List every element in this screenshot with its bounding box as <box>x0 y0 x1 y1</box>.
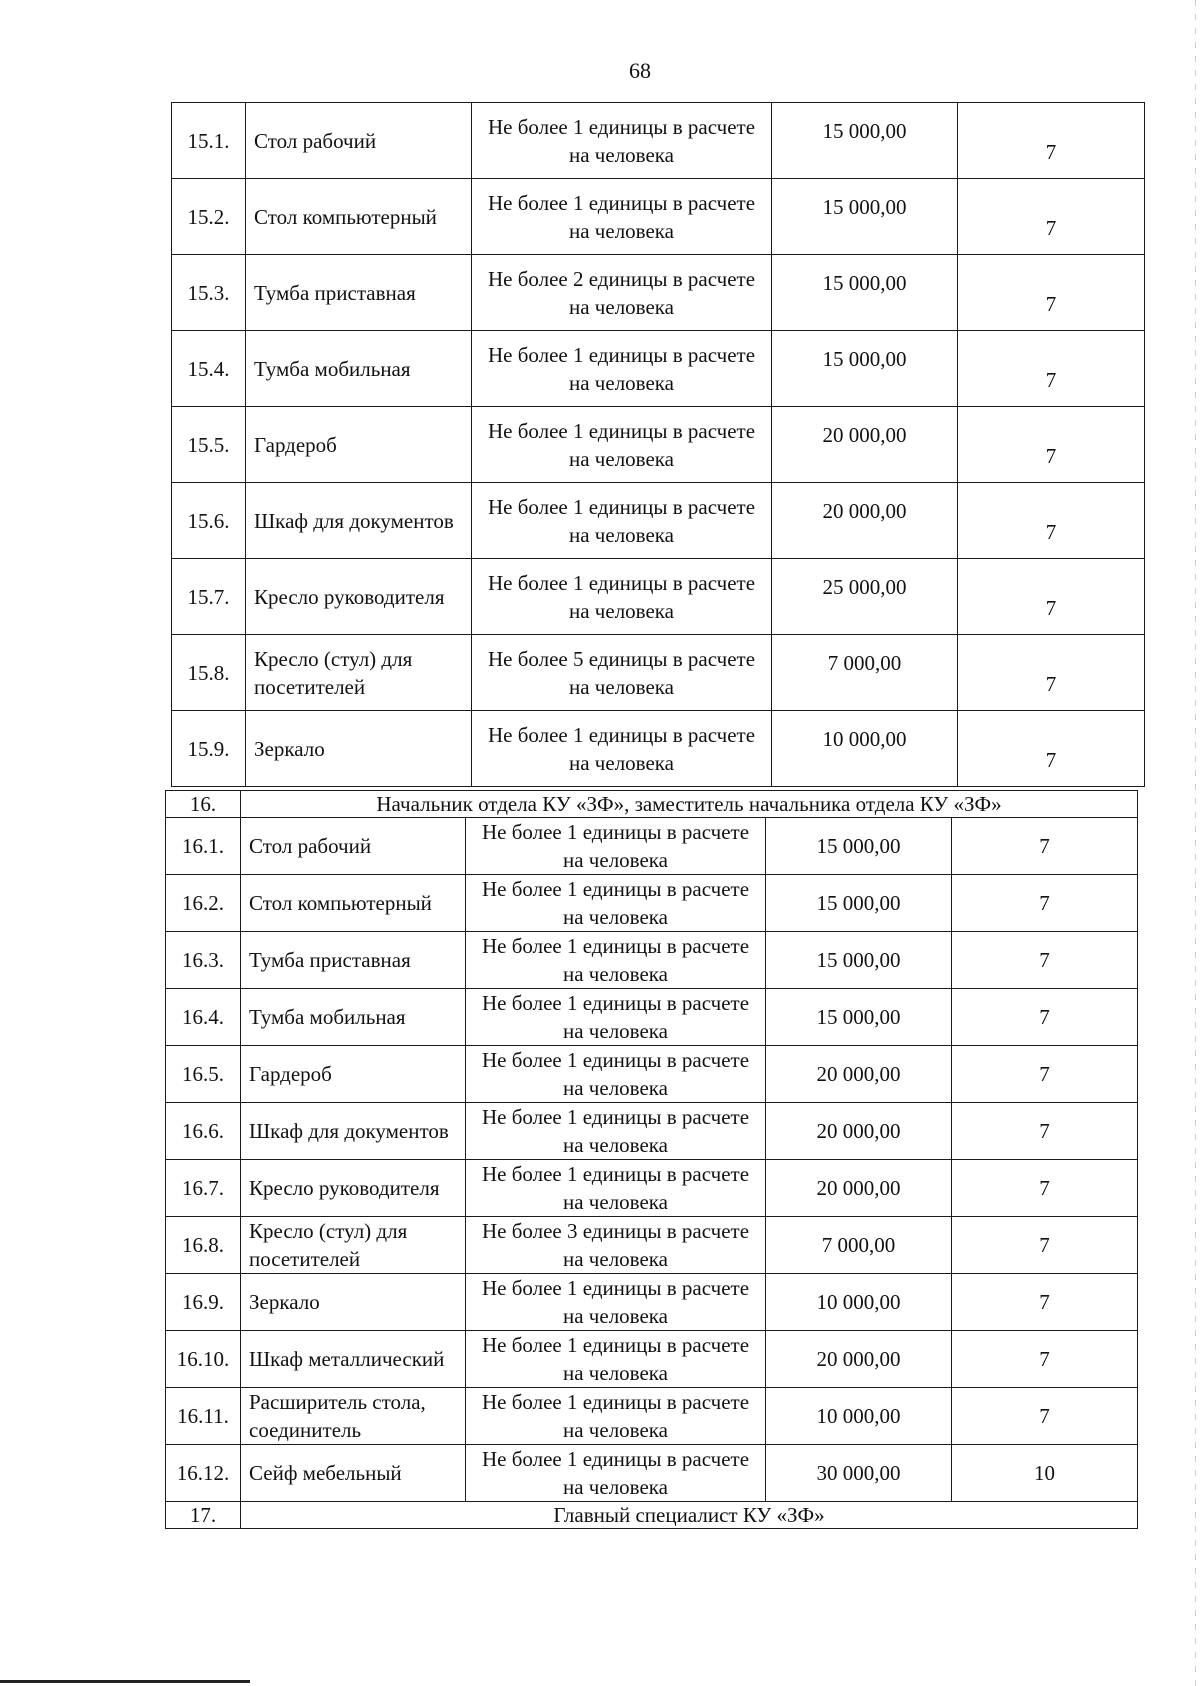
table-row <box>172 559 1145 635</box>
table-row <box>172 407 1145 483</box>
price-limit: 15 000,00 <box>772 103 958 179</box>
table-row <box>172 711 1145 787</box>
quantity-norm: Не более 1 единицы в расчете на человека <box>472 711 772 787</box>
table-row <box>172 483 1145 559</box>
quantity-norm: Не более 1 единицы в расчете на человека <box>472 483 772 559</box>
price-limit: 25 000,00 <box>772 559 958 635</box>
table-row <box>166 1274 1138 1331</box>
item-name: Гардероб <box>241 1046 466 1103</box>
row-number: 16.4. <box>166 989 241 1046</box>
item-name: Гардероб <box>246 407 472 483</box>
quantity-norm: Не более 2 единицы в расчете на человека <box>472 255 772 331</box>
service-life: 7 <box>958 103 1145 179</box>
row-number: 16.1. <box>166 818 241 875</box>
price-limit: 30 000,00 <box>766 1445 952 1502</box>
service-life: 7 <box>958 407 1145 483</box>
table-row <box>166 989 1138 1046</box>
row-number: 15.3. <box>172 255 246 331</box>
item-name: Тумба мобильная <box>246 331 472 407</box>
service-life: 7 <box>958 255 1145 331</box>
row-number: 15.5. <box>172 407 246 483</box>
row-number: 15.1. <box>172 103 246 179</box>
quantity-norm: Не более 1 единицы в расчете на человека <box>466 875 766 932</box>
row-number: 16.7. <box>166 1160 241 1217</box>
table-row <box>166 818 1138 875</box>
service-life: 7 <box>958 483 1145 559</box>
service-life: 7 <box>958 331 1145 407</box>
service-life: 7 <box>958 635 1145 711</box>
service-life: 7 <box>952 1388 1138 1445</box>
quantity-norm: Не более 5 единицы в расчете на человека <box>472 635 772 711</box>
section-title: Главный специалист КУ «ЗФ» <box>241 1502 1138 1529</box>
scan-edge <box>1195 0 1196 1686</box>
row-number: 16.3. <box>166 932 241 989</box>
table-row <box>166 1445 1138 1502</box>
table-row <box>166 875 1138 932</box>
row-number: 16.2. <box>166 875 241 932</box>
service-life: 7 <box>952 1331 1138 1388</box>
row-number: 15.8. <box>172 635 246 711</box>
quantity-norm: Не более 1 единицы в расчете на человека <box>466 1046 766 1103</box>
quantity-norm: Не более 1 единицы в расчете на человека <box>466 932 766 989</box>
table-row <box>166 1046 1138 1103</box>
quantity-norm: Не более 1 единицы в расчете на человека <box>472 103 772 179</box>
quantity-norm: Не более 1 единицы в расчете на человека <box>466 1274 766 1331</box>
table-row <box>166 1217 1138 1274</box>
table-row <box>172 331 1145 407</box>
service-life: 7 <box>952 1046 1138 1103</box>
quantity-norm: Не более 1 единицы в расчете на человека <box>472 179 772 255</box>
item-name: Шкаф металлический <box>241 1331 466 1388</box>
service-life: 7 <box>952 875 1138 932</box>
section-header-row <box>166 791 1138 818</box>
page-number: 68 <box>629 58 651 83</box>
price-limit: 10 000,00 <box>766 1274 952 1331</box>
service-life: 7 <box>952 1274 1138 1331</box>
quantity-norm: Не более 1 единицы в расчете на человека <box>466 1331 766 1388</box>
price-limit: 20 000,00 <box>766 1160 952 1217</box>
service-life: 7 <box>958 559 1145 635</box>
table-row <box>172 103 1145 179</box>
row-number: 16.5. <box>166 1046 241 1103</box>
service-life: 7 <box>952 989 1138 1046</box>
quantity-norm: Не более 1 единицы в расчете на человека <box>466 818 766 875</box>
price-limit: 20 000,00 <box>766 1046 952 1103</box>
price-limit: 20 000,00 <box>772 407 958 483</box>
table-row <box>166 1160 1138 1217</box>
furniture-norms-table-section-16-17 <box>165 790 1138 1529</box>
row-number: 16.8. <box>166 1217 241 1274</box>
row-number: 15.9. <box>172 711 246 787</box>
item-name: Кресло (стул) для посетителей <box>246 635 472 711</box>
section-number: 16. <box>166 791 241 818</box>
table-row <box>166 932 1138 989</box>
row-number: 16.6. <box>166 1103 241 1160</box>
table-row <box>172 635 1145 711</box>
quantity-norm: Не более 1 единицы в расчете на человека <box>472 407 772 483</box>
price-limit: 7 000,00 <box>772 635 958 711</box>
quantity-norm: Не более 1 единицы в расчете на человека <box>466 1160 766 1217</box>
item-name: Тумба приставная <box>246 255 472 331</box>
quantity-norm: Не более 1 единицы в расчете на человека <box>466 1388 766 1445</box>
section-header-row <box>166 1502 1138 1529</box>
row-number: 15.4. <box>172 331 246 407</box>
item-name: Сейф мебельный <box>241 1445 466 1502</box>
quantity-norm: Не более 3 единицы в расчете на человека <box>466 1217 766 1274</box>
item-name: Тумба приставная <box>241 932 466 989</box>
section-number: 17. <box>166 1502 241 1529</box>
row-number: 16.12. <box>166 1445 241 1502</box>
service-life: 7 <box>958 711 1145 787</box>
section-title: Начальник отдела КУ «ЗФ», заместитель начальника отдела КУ «ЗФ» <box>241 791 1138 818</box>
row-number: 16.9. <box>166 1274 241 1331</box>
price-limit: 7 000,00 <box>766 1217 952 1274</box>
bottom-rule <box>0 1680 250 1683</box>
price-limit: 15 000,00 <box>766 875 952 932</box>
table-row <box>172 179 1145 255</box>
item-name: Кресло (стул) для посетителей <box>241 1217 466 1274</box>
item-name: Тумба мобильная <box>241 989 466 1046</box>
price-limit: 15 000,00 <box>766 932 952 989</box>
item-name: Стол рабочий <box>246 103 472 179</box>
table-row <box>166 1388 1138 1445</box>
price-limit: 15 000,00 <box>766 989 952 1046</box>
item-name: Стол компьютерный <box>241 875 466 932</box>
item-name: Шкаф для документов <box>246 483 472 559</box>
item-name: Зеркало <box>241 1274 466 1331</box>
price-limit: 15 000,00 <box>772 255 958 331</box>
quantity-norm: Не более 1 единицы в расчете на человека <box>472 559 772 635</box>
price-limit: 10 000,00 <box>772 711 958 787</box>
price-limit: 15 000,00 <box>772 179 958 255</box>
quantity-norm: Не более 1 единицы в расчете на человека <box>466 1103 766 1160</box>
price-limit: 20 000,00 <box>766 1331 952 1388</box>
row-number: 16.10. <box>166 1331 241 1388</box>
item-name: Стол рабочий <box>241 818 466 875</box>
furniture-norms-table-section-15 <box>171 102 1145 787</box>
quantity-norm: Не более 1 единицы в расчете на человека <box>466 1445 766 1502</box>
row-number: 15.2. <box>172 179 246 255</box>
quantity-norm: Не более 1 единицы в расчете на человека <box>466 989 766 1046</box>
price-limit: 10 000,00 <box>766 1388 952 1445</box>
item-name: Стол компьютерный <box>246 179 472 255</box>
row-number: 15.7. <box>172 559 246 635</box>
price-limit: 20 000,00 <box>772 483 958 559</box>
table-row <box>166 1103 1138 1160</box>
service-life: 7 <box>952 818 1138 875</box>
item-name: Кресло руководителя <box>241 1160 466 1217</box>
table-row <box>166 1331 1138 1388</box>
service-life: 7 <box>952 932 1138 989</box>
service-life: 7 <box>958 179 1145 255</box>
item-name: Кресло руководителя <box>246 559 472 635</box>
price-limit: 20 000,00 <box>766 1103 952 1160</box>
price-limit: 15 000,00 <box>772 331 958 407</box>
item-name: Шкаф для документов <box>241 1103 466 1160</box>
service-life: 10 <box>952 1445 1138 1502</box>
service-life: 7 <box>952 1103 1138 1160</box>
quantity-norm: Не более 1 единицы в расчете на человека <box>472 331 772 407</box>
row-number: 15.6. <box>172 483 246 559</box>
price-limit: 15 000,00 <box>766 818 952 875</box>
service-life: 7 <box>952 1160 1138 1217</box>
item-name: Расширитель стола, соединитель <box>241 1388 466 1445</box>
service-life: 7 <box>952 1217 1138 1274</box>
table-row <box>172 255 1145 331</box>
row-number: 16.11. <box>166 1388 241 1445</box>
item-name: Зеркало <box>246 711 472 787</box>
